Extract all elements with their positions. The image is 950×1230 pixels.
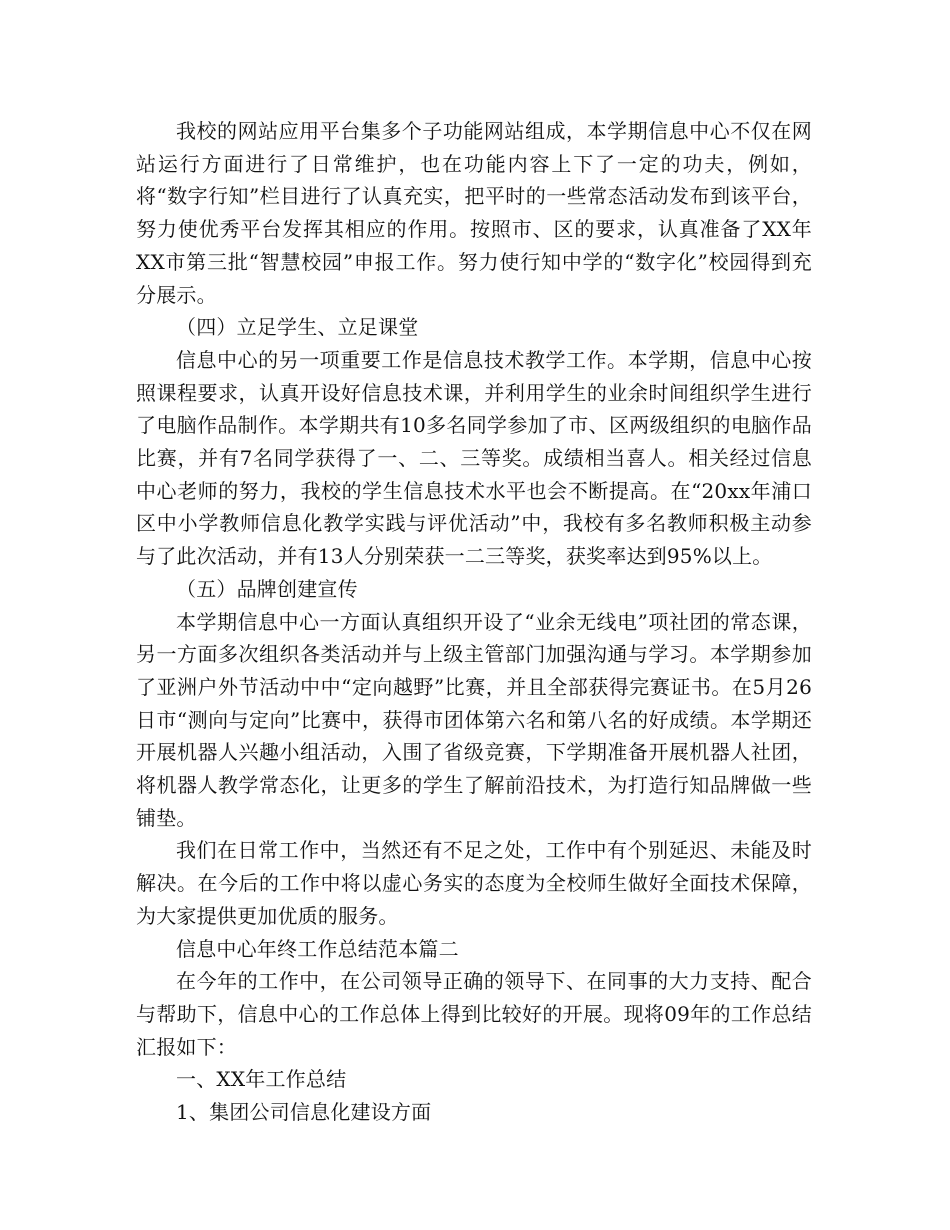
document-subtitle-part-two: 信息中心年终工作总结范本篇二 xyxy=(176,936,459,961)
section-heading-work-summary: 一、XX年工作总结 xyxy=(176,1067,347,1092)
paragraph-radio-club: 本学期信息中心一方面认真组织开设了“业余无线电”项社团的常态课，另一方面多次组织各类活动并与上级主管部门加强沟通与学习。本学期参加了亚洲户外节活动中中“定向越野”比赛，并且全部获得完赛证书。在5月26日市“测向与定向”比赛中，获得市团体第六名和第八名的好成绩。本学期还开展机器人兴趣小组活动，入围了省级竞赛，下学期准备开展机器人社团，将机器人教学常态化，让更多的学生了解前沿技术，为打造行知品牌做一些铺垫。 xyxy=(136,609,812,830)
paragraph-it-teaching: 信息中心的另一项重要工作是信息技术教学工作。本学期，信息中心按照课程要求，认真开设好信息技术课，并利用学生的业余时间组织学生进行了电脑作品制作。本学期共有10多名同学参加了市、区两级组织的电脑作品比赛，并有7名同学获得了一、二、三等奖。成绩相当喜人。相关经过信息中心老师的努力，我校的学生信息技术水平也会不断提高。在“20xx年浦口区中小学教师信息化教学实践与评优活动”中，我校有多名教师积极主动参与了此次活动，并有13人分别荣获一二三等奖，获奖率达到95%以上。 xyxy=(136,347,812,569)
paragraph-intro-summary: 在今年的工作中，在公司领导正确的领导下、在同事的大力支持、配合与帮助下，信息中心的工作总体上得到比较好的开展。现将09年的工作总结汇报如下： xyxy=(136,969,812,1059)
section-heading-group-it: 1、集团公司信息化建设方面 xyxy=(176,1100,432,1125)
document-body xyxy=(136,115,812,1129)
paragraph-website-platform: 我校的网站应用平台集多个子功能网站组成，本学期信息中心不仅在网站运行方面进行了日常维护，也在功能内容上下了一定的功夫，例如，将“数字行知”栏目进行了认真充实，把平时的一些常态活动发布到该平台，努力使优秀平台发挥其相应的作用。按照市、区的要求，认真准备了XX年XX市第三批“智慧校园”申报工作。努力使行知中学的“数字化”校园得到充分展示。 xyxy=(136,119,812,307)
paragraph-shortcomings: 我们在日常工作中，当然还有不足之处，工作中有个别延迟、未能及时解决。在今后的工作中将以虚心务实的态度为全校师生做好全面技术保障，为大家提供更加优质的服务。 xyxy=(136,838,812,928)
section-heading-students-classroom: （四）立足学生、立足课堂 xyxy=(176,315,419,340)
section-heading-brand-promotion: （五）品牌创建宣传 xyxy=(176,576,358,601)
